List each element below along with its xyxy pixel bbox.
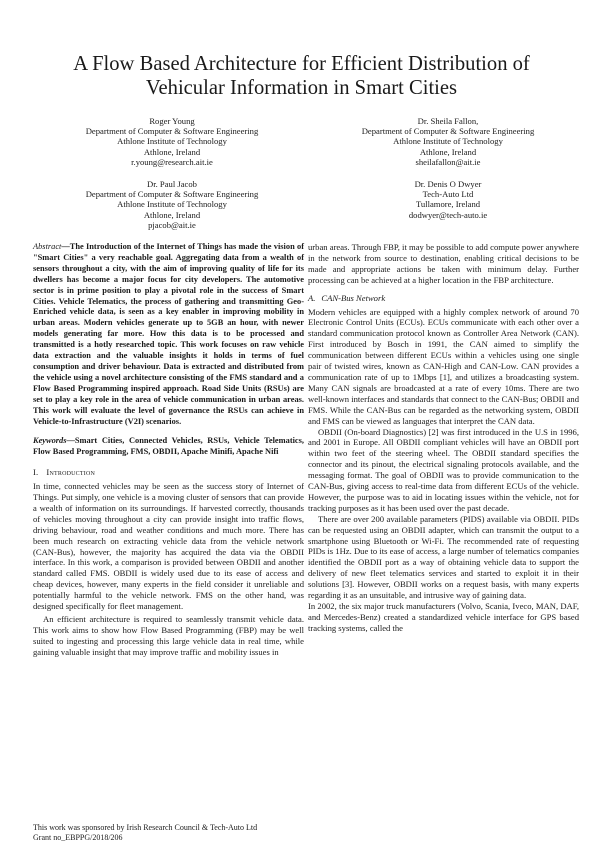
paper-title [40, 52, 563, 100]
author-card [57, 179, 287, 230]
author-department: Department of Computer & Software Engineering [361, 126, 535, 137]
author-email: sheilafallon@ait.ie [415, 156, 481, 167]
paragraph: urban areas. Through FBP, it may be possible to add compute power anywhere in the network from source to destination, enabling critical decisions to be made and appropriate actions be taken with minimum delay. Further processing can be achieved at a higher location in the FBP architecture. [308, 242, 579, 285]
keywords-text: —Smart Cities, Connected Vehicles, RSUs, Vehicle Telematics, Flow Based Programming, FMS, OBDII, Apache Minifi, Apache Nifi [33, 436, 304, 457]
abstract-label: Abstract [33, 242, 62, 251]
subsection-heading-can-bus [308, 293, 579, 304]
subsection-title: CAN-Bus Network [321, 292, 386, 303]
author-institution: Athlone Institute of Technology [117, 136, 227, 147]
author-card [333, 179, 563, 220]
abstract [33, 242, 304, 427]
author-institution: Athlone Institute of Technology [393, 136, 503, 147]
author-location: Athlone, Ireland [143, 209, 201, 220]
author-department: Department of Computer & Software Engineering [85, 189, 259, 200]
paragraph: Modern vehicles are equipped with a highly complex network of around 70 Electronic Control Units (ECUs). ECUs communicate with each other over a standard communication protocol known as Controller Area Network (CAN). First introduced by Bosch in 1991, the CAN aimed to simplify the communication between different ECUs within a vehicles using one single pair of twisted wires, known as CAN-High and CAN-Low. CAN provides a communication rate of up to 1Mbps [1], and utilizes a broadcasting system. Many CAN signals are broadcasted at a rate of every 10ms. There are two well-known interfaces and standards that connect to the CAN-Bus; OBDII and FMS. While the CAN-Bus can be regarded as the networking system, OBDII and FMS can be viewed as languages that interpret the CAN data. [308, 306, 579, 426]
title-line-2: Vehicular Information in Smart Cities [145, 77, 458, 99]
section-number: I. [33, 467, 39, 478]
footnote [33, 823, 304, 843]
subsection-letter: A. [308, 292, 316, 303]
author-department: Tech-Auto Ltd [422, 189, 474, 200]
author-name: Dr. Paul Jacob [147, 179, 197, 189]
author-institution: Athlone Institute of Technology [117, 199, 227, 210]
paragraph: In 2002, the six major truck manufacturers (Volvo, Scania, Iveco, MAN, DAF, and Mercedes-Benz) created a standardized vehicle interface for GPS based tracking systems, called the [308, 601, 579, 633]
paragraph: An efficient architecture is required to seamlessly transmit vehicle data. This work aims to show how Flow Based Programming (FBP) may be well suited to ingesting and processing this large vehicle data in real time, while gaining valuable insight that may improve traffic and mobility issues in [33, 614, 304, 657]
footnote-line: Grant no_EBPPG/2018/206 [33, 833, 123, 842]
abstract-text: —The Introduction of the Internet of Things has made the vision of "Smart Cities" a very reachable goal. Aggregating data from a wealth of sensors throughout a city, with the aim of improving quality of life for its dwellers has become a major focus for city developers. The automotive sector is in prime position to play a pivotal role in the success of Smart Cities. Vehicle Telematics, the process of gathering and transmitting Geo-Enriched vehicle data, is seen as a key enabler in improving mobility in urban areas. Modern vehicles generate up to 5GB an hour, with newer models generating far more. How this data is to be processed and transmitted is a hotly researched topic. This work focuses on raw vehicle data extraction and the valuable insights it holds in terms of fuel consumption and driver behaviour. Data is extracted and distributed from the vehicle using a novel architecture consisting of the FMS standard and a Flow Based Programming inspired approach. Road Side Units (RSUs) are set to play a key role in the area of vehicle communication in urban areas. This work will evaluate the level of governance the RSUs can achieve in Vehicle-to-Infrastructure (V2I) scenarios. [33, 242, 304, 426]
footnote-line: This work was sponsored by Irish Research Council & Tech-Auto Ltd [33, 823, 258, 832]
author-email: pjacob@ait.ie [148, 219, 196, 230]
author-card [57, 116, 287, 167]
author-department: Department of Computer & Software Engineering [85, 126, 259, 137]
section-title: Introduction [46, 467, 96, 478]
author-location: Athlone, Ireland [143, 146, 201, 157]
keywords [33, 436, 304, 458]
left-column [33, 242, 304, 658]
title-line-1: A Flow Based Architecture for Efficient Distribution of [73, 53, 530, 75]
author-card [333, 116, 563, 167]
paragraph: In time, connected vehicles may be seen as the success story of Internet of Things. Put simply, one vehicle is a moving cluster of sensors that can provide a wealth of information on its surroundings. If harvested correctly, thousands of vehicles moving throughout a city can provide insight into traffic flows, driving behaviour, road and weather conditions and much more. There has been much research on extracting vehicle data from the vehicle network (CAN-Bus), however, the majority has acquired the data via the OBDII interface. In this work, a comparison is provided between OBDII and another standard called FMS. OBDII is widely used due to its ease of access and cheap devices, however, many experts in the field consider it unreliable and potentially harmful to the vehicle network. FMS on the other hand, was designed specifically for fleet management. [33, 481, 304, 612]
author-location: Athlone, Ireland [419, 146, 477, 157]
author-email: r.young@research.ait.ie [131, 156, 213, 167]
right-column [308, 242, 579, 634]
paragraph: There are over 200 available parameters (PIDS) available via OBDII. PIDs can be requested using an OBDII adapter, which can transmit the output to a smartphone using Bluetooth or Wi-Fi. The recommended rate of requesting PIDs is 1Hz. Due to its ease of access, a large number of telematics companies identified the OBDII port as a way of obtaining vehicle data to support the delivery of new fleet telematics services and started to exploit it in their solutions [3]. However, OBDII works on a request basis, with many experts regarding it as an unsuitable, and intrusive way of gaining data. [308, 513, 579, 601]
section-heading-introduction [33, 467, 304, 478]
author-name: Dr. Sheila Fallon, [417, 116, 479, 126]
author-location: dodwyer@tech-auto.ie [408, 209, 488, 220]
author-name: Roger Young [149, 116, 195, 126]
paragraph: OBDII (On-board Diagnostics) [2] was first introduced in the U.S in 1996, and 2001 in Europe. All OBDII compliant vehicles will have an OBDII port within two feet of the steering wheel. The OBDII standard specifies the connector and its pinout, the electrical signaling protocols available, and the messaging format. The goal of OBDII was to provide communication to the CAN-Bus, giving access to real-time data from different ECUs of the vehicle. However, the purpose was to aid in locating issues within the vehicle, not for tracking purposes as it has been used over the past decade. [308, 426, 579, 513]
author-institution: Tullamore, Ireland [415, 199, 481, 210]
author-name: Dr. Denis O Dwyer [414, 179, 482, 189]
keywords-label: Keywords [33, 436, 67, 446]
